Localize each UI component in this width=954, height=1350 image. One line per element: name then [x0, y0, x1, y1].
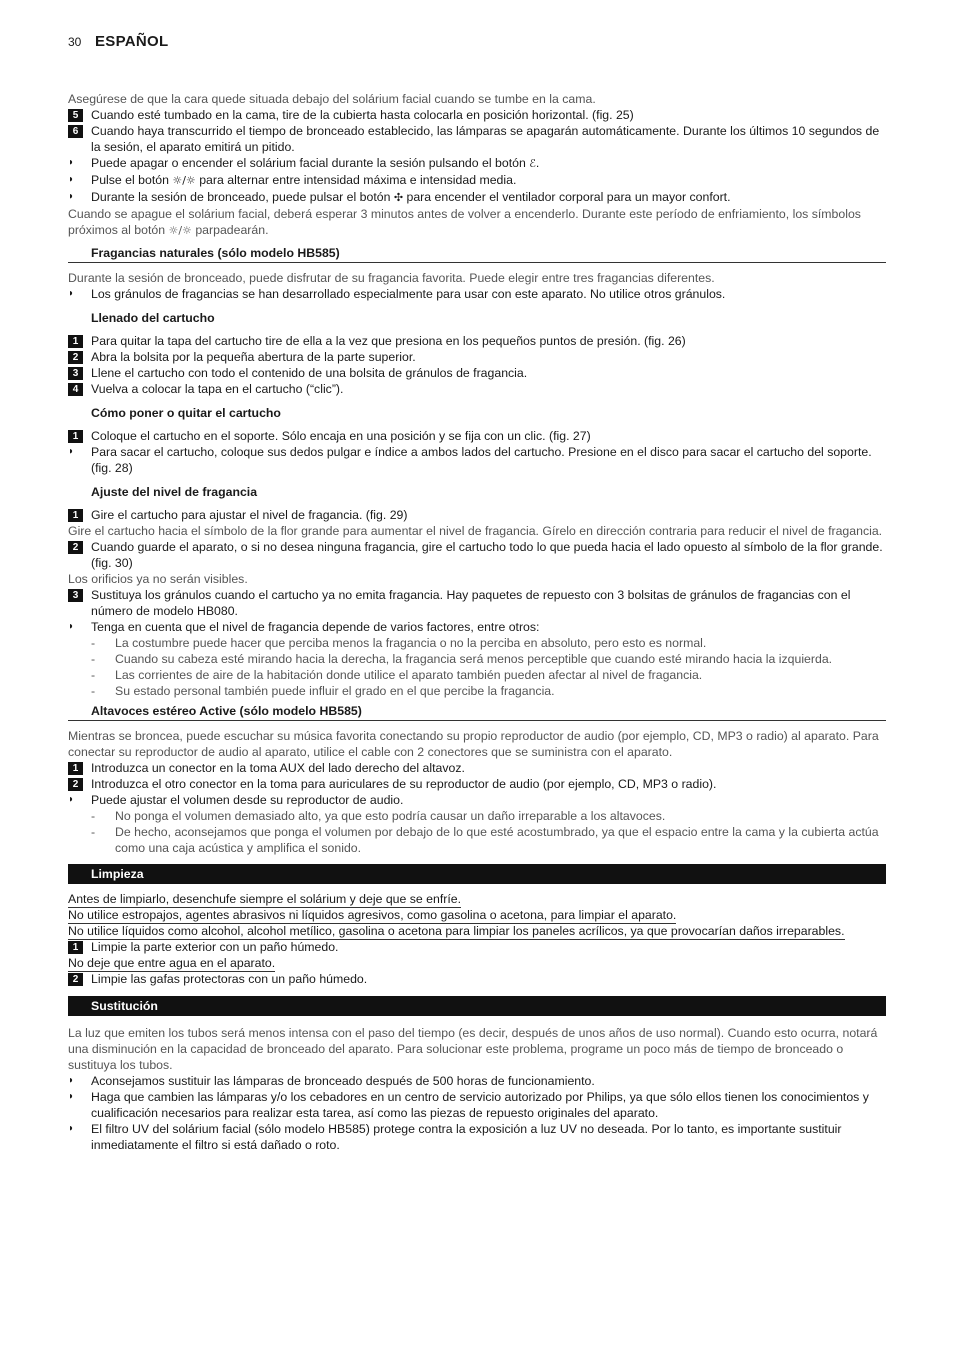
step-number: 5 — [68, 109, 83, 122]
sun-intensity-icon: ☼/☼ — [168, 224, 192, 237]
dash-item: - Cuando su cabeza esté mirando hacia la derecha, la fragancia será menos perceptible que cuando esté mirando hacia la izquierda. — [91, 652, 833, 666]
fan-icon: ✣ — [393, 191, 404, 204]
warning-unplug: Antes de limpiarlo, desenchufe siempre el solárium y deje que se enfríe. — [68, 892, 462, 906]
bullet-service-center: ◗ Haga que cambien las lámparas y/o los cebadores en un centro de servicio autorizado por Philips, ya que sólo ellos tienen los conocimientos y cualificación necesarios para realizar esta tarea, así como las piezas de repuesto originales del aparato. — [68, 1090, 869, 1120]
page-header — [68, 34, 168, 50]
dash-item: - Las corrientes de aire de la habitación donde utilice el aparato también pueden afectar al nivel de fragancia. — [91, 668, 703, 682]
intro-text: Asegúrese de que la cara quede situada debajo del solárium facial cuando se tumbe en la cama. — [68, 92, 596, 106]
speakers-step-2: 2 Introduzca el otro conector en la toma para auriculares de su reproductor de audio (por ejemplo, CD, MP3 o radio). — [68, 776, 886, 792]
section-heading-speakers: Altavoces estéreo Active (sólo modelo HB585) — [68, 703, 886, 721]
dash-item: - De hecho, aconsejamos que ponga el volumen por debajo de lo que esté acostumbrado, ya que el espacio entre la cama y la cubierta actúa como una caja acústica y amplifica el sonido. — [91, 825, 879, 855]
bullet-marker: ◗ — [68, 1123, 75, 1134]
bullet-marker: ◗ — [68, 794, 75, 805]
replacement-text: La luz que emiten los tubos será menos intensa con el paso del tiempo (es decir, después de unos años de uso normal). Cuando esto ocurra, notará una disminución en la capacidad de bronceado del aparato. Para solucionar este problema, programe un poco más de tiempo de bronceado o sustituya los tubos. — [68, 1026, 878, 1072]
dash-item: - No ponga el volumen demasiado alto, ya que esto podría causar un daño irreparable a los altavoces. — [91, 809, 666, 823]
level-step-2: 2 Cuando guarde el aparato, o si no desea ninguna fragancia, gire el cartucho todo lo que pueda hacia el lado opuesto al símbolo de la flor grande. (fig. 30) — [68, 539, 886, 571]
bullet-marker: ◗ — [68, 1091, 75, 1102]
bullet-power: ◗ Puede apagar o encender el solárium facial durante la sesión pulsando el botón ℰ. — [68, 156, 540, 170]
bullet-fan: ◗ Durante la sesión de bronceado, puede pulsar el botón ✣ para encender el ventilador corporal para un mayor confort. — [68, 190, 731, 204]
section-heading-cartridge: Cómo poner o quitar el cartucho — [91, 406, 281, 420]
warning-liquids: No utilice líquidos como alcohol, alcohol metílico, gasolina o acetona para limpiar los paneles acrílicos, ya que provocarían daños irreparables. — [68, 924, 845, 938]
page-number: 30 — [68, 35, 82, 49]
section-bar-cleaning: Limpieza — [68, 864, 886, 884]
bullet-intensity: ◗ Pulse el botón ☼/☼ para alternar entre intensidad máxima e intensidad media. — [68, 173, 517, 187]
speakers-text: Mientras se broncea, puede escuchar su música favorita conectando su propio reproductor de audio (por ejemplo, CD, MP3 o radio) al aparato. Para conectar su reproductor de audio al aparato, utilice el cable con 2 conectores que se suministra con el aparato. — [68, 729, 879, 759]
bullet-uv-filter: ◗ El filtro UV del solárium facial (sólo modelo HB585) protege contra la exposición a luz UV no deseada. Por lo tanto, es importante sustituir inmediatamente el filtro si está dañado o roto. — [68, 1122, 842, 1152]
bullet-factors: ◗ Tenga en cuenta que el nivel de fragancia depende de varios factores, entre otros: — [68, 620, 540, 634]
bullet-marker: ◗ — [68, 157, 75, 168]
bullet-granules: ◗ Los gránulos de fragancias se han desarrollado especialmente para usar con este aparato. No utilice otros gránulos. — [68, 287, 726, 301]
power-icon: ℰ — [529, 157, 536, 170]
filling-step-4: 4 Vuelva a colocar la tapa en el cartucho (“clic”). — [68, 381, 886, 397]
cooldown-text: Cuando se apague el solárium facial, deberá esperar 3 minutos antes de volver a encenderlo. Durante este período de enfriamiento, los símbolos próximos al botón ☼/☼ parpadearán. — [68, 207, 861, 237]
speakers-step-1: 1 Introduzca un conector en la toma AUX del lado derecho del altavoz. — [68, 760, 886, 776]
level-text-1: Gire el cartucho hacia el símbolo de la flor grande para aumentar el nivel de fragancia. Gírelo en dirección contraria para reducir el nivel de fragancia. — [68, 524, 883, 538]
bullet-marker: ◗ — [68, 1075, 75, 1086]
section-heading-filling: Llenado del cartucho — [91, 311, 215, 325]
warning-water: No deje que entre agua en el aparato. — [68, 956, 276, 970]
cleaning-step-1: 1 Limpie la parte exterior con un paño húmedo. — [68, 939, 886, 955]
dash-item: - Su estado personal también puede influir el grado en el que percibe la fragancia. — [91, 684, 555, 698]
cleaning-step-2: 2 Limpie las gafas protectoras con un paño húmedo. — [68, 971, 886, 987]
warning-abrasives: No utilice estropajos, agentes abrasivos ni líquidos agresivos, como gasolina o acetona, para limpiar el aparato. — [68, 908, 677, 922]
bullet-volume: ◗ Puede ajustar el volumen desde su reproductor de audio. — [68, 793, 404, 807]
language-title: ESPAÑOL — [94, 33, 169, 50]
step-number: 6 — [68, 125, 83, 138]
page-content — [68, 91, 886, 1153]
bullet-marker: ◗ — [68, 446, 75, 457]
bullet-remove-cartridge: ◗ Para sacar el cartucho, coloque sus dedos pulgar e índice a ambos lados del cartucho. Presione en el disco para sacar el cartucho del soporte. (fig. 28) — [68, 445, 872, 475]
level-step-3: 3 Sustituya los gránulos cuando el cartucho ya no emita fragancia. Hay paquetes de repuesto con 3 bolsitas de gránulos de fragancias con el número de modelo HB080. — [68, 587, 886, 619]
bullet-marker: ◗ — [68, 288, 75, 299]
fragrance-text: Durante la sesión de bronceado, puede disfrutar de su fragancia favorita. Puede elegir entre tres fragancias diferentes. — [68, 271, 715, 285]
level-step-1: 1 Gire el cartucho para ajustar el nivel de fragancia. (fig. 29) — [68, 507, 886, 523]
level-text-2: Los orificios ya no serán visibles. — [68, 572, 248, 586]
bullet-marker: ◗ — [68, 621, 75, 632]
step-text: Cuando esté tumbado en la cama, tire de la cubierta hasta colocarla en posición horizontal. (fig. 25) — [91, 108, 634, 122]
bullet-marker: ◗ — [68, 191, 75, 202]
filling-step-1: 1 Para quitar la tapa del cartucho tire de ella a la vez que presiona en los pequeños puntos de presión. (fig. 26) — [68, 333, 886, 349]
section-bar-replacement: Sustitución — [68, 996, 886, 1016]
dash-item: - La costumbre puede hacer que perciba menos la fragancia o no la perciba en absoluto, pero esto es normal. — [91, 636, 707, 650]
step-5 — [68, 107, 886, 123]
bullet-marker: ◗ — [68, 174, 75, 185]
filling-step-2: 2 Abra la bolsita por la pequeña abertura de la parte superior. — [68, 349, 886, 365]
filling-step-3: 3 Llene el cartucho con todo el contenido de una bolsita de gránulos de fragancia. — [68, 365, 886, 381]
step-6 — [68, 123, 886, 155]
step-text: Cuando haya transcurrido el tiempo de bronceado establecido, las lámparas se apagarán automáticamente. Durante los últimos 10 segundos de la sesión, el aparato emitirá un pitido. — [91, 124, 880, 154]
sun-intensity-icon: ☼/☼ — [172, 174, 196, 187]
bullet-replace-lamps: ◗ Aconsejamos sustituir las lámparas de bronceado después de 500 horas de funcionamiento. — [68, 1074, 595, 1088]
section-heading-level: Ajuste del nivel de fragancia — [91, 485, 258, 499]
section-heading-fragrances: Fragancias naturales (sólo modelo HB585) — [68, 245, 886, 263]
cartridge-step-1: 1 Coloque el cartucho en el soporte. Sólo encaja en una posición y se fija con un clic. (fig. 27) — [68, 428, 886, 444]
